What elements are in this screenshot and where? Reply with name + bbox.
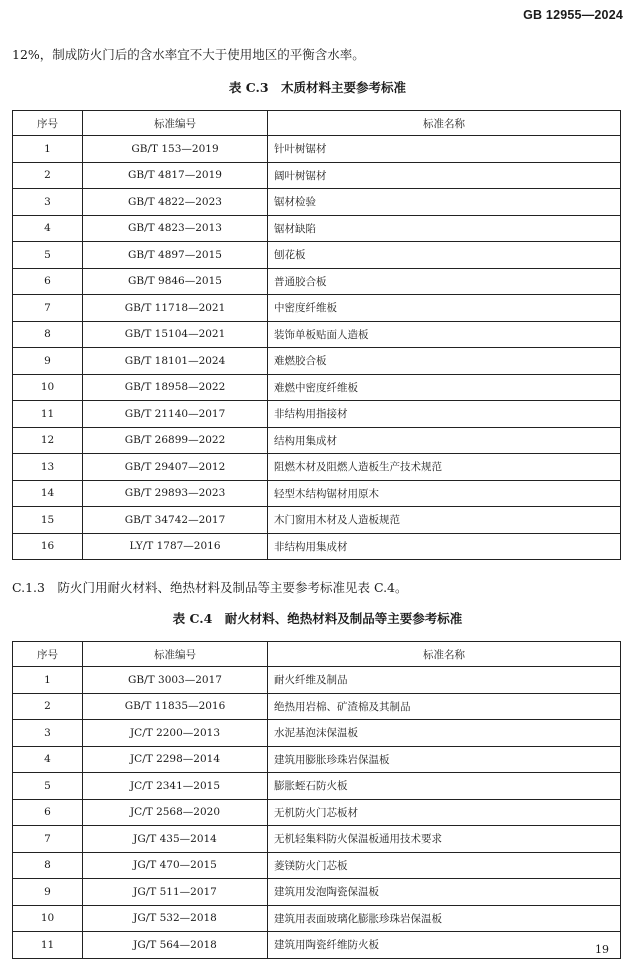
cell-number: 2: [13, 162, 83, 189]
cell-standard-name: 非结构用指接材: [268, 401, 621, 428]
cell-standard-code: GB/T 29407—2012: [83, 454, 268, 481]
cell-number: 3: [13, 720, 83, 747]
cell-number: 11: [13, 932, 83, 959]
cell-standard-code: JG/T 470—2015: [83, 852, 268, 879]
cell-number: 5: [13, 242, 83, 269]
table-row: [13, 215, 621, 242]
table-row: [13, 162, 621, 189]
cell-standard-name: 建筑用膨胀珍珠岩保温板: [268, 746, 621, 773]
cell-standard-code: GB/T 4897—2015: [83, 242, 268, 269]
cell-standard-code: JC/T 2200—2013: [83, 720, 268, 747]
cell-standard-name: 装饰单板贴面人造板: [268, 321, 621, 348]
cell-standard-code: GB/T 34742—2017: [83, 507, 268, 534]
cell-standard-code: JG/T 532—2018: [83, 905, 268, 932]
cell-number: 5: [13, 773, 83, 800]
table-row: [13, 826, 621, 853]
cell-standard-code: JG/T 564—2018: [83, 932, 268, 959]
cell-standard-code: GB/T 18958—2022: [83, 374, 268, 401]
cell-number: 1: [13, 136, 83, 163]
table-row: [13, 401, 621, 428]
cell-number: 4: [13, 746, 83, 773]
cell-number: 8: [13, 852, 83, 879]
cell-number: 7: [13, 295, 83, 322]
cell-standard-code: GB/T 4822—2023: [83, 189, 268, 216]
cell-standard-code: GB/T 18101—2024: [83, 348, 268, 375]
table-row: [13, 852, 621, 879]
table-row: [13, 136, 621, 163]
table-row: [13, 746, 621, 773]
cell-standard-name: 木门窗用木材及人造板规范: [268, 507, 621, 534]
column-header-name: 标准名称: [268, 642, 621, 667]
table-row: [13, 667, 621, 694]
cell-standard-name: 结构用集成材: [268, 427, 621, 454]
cell-number: 13: [13, 454, 83, 481]
cell-standard-code: GB/T 3003—2017: [83, 667, 268, 694]
cell-standard-code: GB/T 153—2019: [83, 136, 268, 163]
cell-standard-code: GB/T 15104—2021: [83, 321, 268, 348]
column-header-code: 标准编号: [83, 111, 268, 136]
cell-number: 14: [13, 480, 83, 507]
cell-standard-name: 锯材缺陷: [268, 215, 621, 242]
cell-standard-name: 无机防火门芯板材: [268, 799, 621, 826]
cell-number: 12: [13, 427, 83, 454]
table-row: [13, 507, 621, 534]
table-row: [13, 693, 621, 720]
cell-number: 3: [13, 189, 83, 216]
cell-standard-name: 菱镁防火门芯板: [268, 852, 621, 879]
table-header-row: [13, 111, 621, 136]
column-header-number: 序号: [13, 111, 83, 136]
cell-number: 1: [13, 667, 83, 694]
cell-standard-name: 阔叶树锯材: [268, 162, 621, 189]
cell-standard-code: GB/T 9846—2015: [83, 268, 268, 295]
document-id: GB 12955—2024: [523, 8, 623, 22]
cell-number: 2: [13, 693, 83, 720]
cell-standard-code: JG/T 511—2017: [83, 879, 268, 906]
cell-standard-name: 难燃中密度纤维板: [268, 374, 621, 401]
cell-number: 11: [13, 401, 83, 428]
cell-standard-name: 刨花板: [268, 242, 621, 269]
cell-number: 4: [13, 215, 83, 242]
cell-number: 7: [13, 826, 83, 853]
cell-standard-code: JC/T 2298—2014: [83, 746, 268, 773]
table-row: [13, 799, 621, 826]
table-row: [13, 773, 621, 800]
cell-standard-name: 膨胀蛭石防火板: [268, 773, 621, 800]
cell-standard-name: 耐火纤维及制品: [268, 667, 621, 694]
page-number: 19: [595, 943, 609, 956]
cell-standard-name: 难燃胶合板: [268, 348, 621, 375]
table-header-row: [13, 642, 621, 667]
table-row: [13, 189, 621, 216]
cell-number: 8: [13, 321, 83, 348]
column-header-name: 标准名称: [268, 111, 621, 136]
cell-standard-code: JC/T 2341—2015: [83, 773, 268, 800]
cell-standard-code: JG/T 435—2014: [83, 826, 268, 853]
cell-number: 9: [13, 879, 83, 906]
table-row: [13, 427, 621, 454]
cell-standard-name: 普通胶合板: [268, 268, 621, 295]
table-c4: [12, 641, 621, 959]
cell-standard-name: 轻型木结构锯材用原木: [268, 480, 621, 507]
cell-number: 15: [13, 507, 83, 534]
cell-standard-code: GB/T 21140—2017: [83, 401, 268, 428]
cell-standard-code: GB/T 4823—2013: [83, 215, 268, 242]
table-row: [13, 879, 621, 906]
cell-standard-code: GB/T 26899—2022: [83, 427, 268, 454]
table-row: [13, 533, 621, 560]
table-c3: [12, 110, 621, 560]
table-row: [13, 321, 621, 348]
cell-standard-name: 中密度纤维板: [268, 295, 621, 322]
section-c13-text: C.1.3 防火门用耐火材料、绝热材料及制品等主要参考标准见表 C.4。: [12, 580, 408, 595]
table-row: [13, 374, 621, 401]
cell-standard-code: JC/T 2568—2020: [83, 799, 268, 826]
table-row: [13, 295, 621, 322]
table-row: [13, 932, 621, 959]
column-header-code: 标准编号: [83, 642, 268, 667]
table-c3-caption: 表 C.3 木质材料主要参考标准: [228, 80, 407, 95]
cell-number: 16: [13, 533, 83, 560]
table-row: [13, 905, 621, 932]
cell-number: 9: [13, 348, 83, 375]
column-header-number: 序号: [13, 642, 83, 667]
cell-number: 10: [13, 905, 83, 932]
cell-standard-name: 非结构用集成材: [268, 533, 621, 560]
cell-number: 10: [13, 374, 83, 401]
cell-standard-code: GB/T 11835—2016: [83, 693, 268, 720]
table-c4-caption: 表 C.4 耐火材料、绝热材料及制品等主要参考标准: [172, 611, 463, 626]
cell-number: 6: [13, 799, 83, 826]
cell-standard-name: 建筑用表面玻璃化膨胀珍珠岩保温板: [268, 905, 621, 932]
intro-paragraph: 12%，制成防火门后的含水率宜不大于使用地区的平衡含水率。: [12, 47, 365, 62]
table-row: [13, 454, 621, 481]
cell-standard-name: 锯材检验: [268, 189, 621, 216]
cell-standard-code: GB/T 4817—2019: [83, 162, 268, 189]
table-row: [13, 268, 621, 295]
cell-standard-name: 水泥基泡沫保温板: [268, 720, 621, 747]
cell-standard-code: LY/T 1787—2016: [83, 533, 268, 560]
cell-standard-code: GB/T 29893—2023: [83, 480, 268, 507]
cell-standard-name: 无机轻集料防火保温板通用技术要求: [268, 826, 621, 853]
cell-standard-name: 建筑用陶瓷纤维防火板: [268, 932, 621, 959]
table-row: [13, 348, 621, 375]
table-row: [13, 242, 621, 269]
cell-standard-name: 绝热用岩棉、矿渣棉及其制品: [268, 693, 621, 720]
cell-number: 6: [13, 268, 83, 295]
cell-standard-code: GB/T 11718—2021: [83, 295, 268, 322]
cell-standard-name: 建筑用发泡陶瓷保温板: [268, 879, 621, 906]
table-row: [13, 720, 621, 747]
table-row: [13, 480, 621, 507]
cell-standard-name: 针叶树锯材: [268, 136, 621, 163]
cell-standard-name: 阻燃木材及阻燃人造板生产技术规范: [268, 454, 621, 481]
